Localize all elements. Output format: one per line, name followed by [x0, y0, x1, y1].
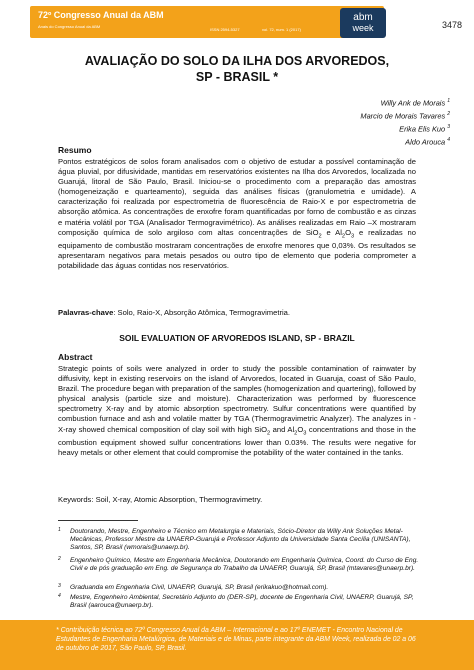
- author-list: [360, 96, 450, 148]
- abstract-text: Strategic points of soils were analyzed in order to study the possible contamination of rainwater by diffusivity, kept in existing reservoirs on the island of Arvoredos, located in Guaruja, coast of São Paulo, Brazil. The procedure began with preparation of the samples (homogenization and quartering), followed by physical analysis (particle size and moisture). Characterization was performed by fluorescence spectrometry X-ray and by atomic absorption spectrometry. Sulfur concentrations were quantified by combustion furnace and ash and volatile matter by TGA (Thermogravimetric Analyzer). The analyzes in -X-ray showed chemical composition of clay soil with high SiO$_2$ and $Al_2O_3$ concentrations and those in the combustion equipment showed sulfur concentrations lower than 0.03%. The results were negative for heavy metals or other element that could compromise the potability of the water contained in the tanks.: [58, 364, 417, 458]
- english-title: SOIL EVALUATION OF ARVOREDOS ISLAND, SP - BRAZIL: [119, 333, 355, 343]
- logo-bottom: week: [352, 23, 374, 33]
- title-line-1: AVALIAÇÃO DO SOLO DA ILHA DOS ARVOREDOS,: [84, 54, 390, 68]
- author: Willy Ank de Morais $^1$: [380, 98, 450, 108]
- page-number: 3478: [441, 20, 462, 30]
- paper-title: [30, 53, 444, 85]
- footnote: 1 Doutorando, Mestre, Engenheiro e Técnico em Metalurgia e Materiais, Sócio-Diretor da Willy Ank Soluções Metal-Mecânicas, Professor Mestre da UNAERP-Guarujá e Professor Adjunto da Universidade Santa Cecília (UNISANTA), Santos, SP, Brasil (wmorais@unaerp.br).: [58, 527, 411, 552]
- footnote: 3 Graduanda em Engenharia Civil, UNAERP, Guarujá, SP, Brasil (erikakuo@hotmail.com).: [58, 583, 329, 591]
- abm-week-logo: [340, 8, 386, 38]
- footnote-separator: [58, 520, 138, 521]
- conference-title: 72º Congresso Anual da ABM: [38, 10, 164, 20]
- author: Erika Elis Kuo $^3$: [399, 123, 450, 134]
- abstract-heading: Abstract: [58, 352, 93, 362]
- resumo-keywords: Palavras-chave: Solo, Raio-X, Absorção Atômica, Termogravimetria.: [58, 308, 291, 317]
- page-footer: [0, 620, 474, 670]
- volume: vol. 72, num. 1 (2017): [262, 27, 301, 32]
- footer-note: * Contribuição técnica ao 72º Congresso Anual da ABM – Internacional e ao 17º ENEMET - Encontro Nacional de Estudantes de Engenharia Metalúrgica, de Materiais e de Minas, parte integrante da ABM Week, realizada de 02 a 06 de outubro de 2017, São Paulo, SP, Brasil.: [56, 627, 416, 652]
- author: Aldo Arouca $^4$: [405, 136, 450, 147]
- title-line-2: SP - BRASIL *: [195, 70, 279, 84]
- resumo-heading: Resumo: [58, 145, 92, 155]
- resumo-text: Pontos estratégicos de solos foram analisados com o objetivo de estudar a possível contaminação de água pluvial, por difusividade, mantidas em reservatórios existentes na Ilha dos Arvoredos, localizada no Guarujá, litoral de São Paulo, Brasil. Iniciou-se o procedimento com a preparação das amostras (homogeneização e quarteamento), seguida das análises físicas (granulometria e umidade). A caracterização foi realizada por espectrometria de fluorescência de Raio-X e por espectrometria de absorção atômica. As concentrações de enxofre foram quantificadas por forno de combustão e as cinzas e matéria volátil por TGA (Analisador Termogravimétrico). As análises realizadas em Raio –X mostraram composição química de solo argiloso com altas concentrações de SiO$_2$ e $Al_2O_3$ e realizadas no equipamento de combustão mostraram concentrações de enxofre menores que 0,03%. Os resultados se apresentaram negativos para metais pesados ou outro tipo de elemento que poderia comprometer a potabilidade das águas contidas nos reservatórios.: [58, 157, 416, 271]
- page-header: [0, 0, 474, 44]
- footnote: 4 Mestre, Engenheiro Ambiental, Secretário Adjunto do (DER-SP), docente de Engenharia Civil, UNAERP, Guarujá, SP, Brasil (aarouca@unaerp.br).: [58, 593, 414, 610]
- issn: ISSN 2594-5327: [210, 27, 240, 32]
- footnote: 2 Engenheiro Químico, Mestre em Engenharia Mecânica, Doutorando em Engenharia Química, Coord. do Curso de Eng. Civil e de pós graduação em Eng. de Segurança do Trabalho da UNAERP, Guarujá, SP, Brasil (mtavares@unaerp.br).: [58, 556, 419, 573]
- conference-subtitle: Anais do Congresso Anual da ABM: [38, 24, 101, 29]
- abstract-keywords: Keywords: Soil, X-ray, Atomic Absorption, Thermogravimetry.: [58, 495, 263, 504]
- author: Marcio de Morais Tavares $^2$: [360, 110, 450, 121]
- logo-top: abm: [353, 12, 373, 23]
